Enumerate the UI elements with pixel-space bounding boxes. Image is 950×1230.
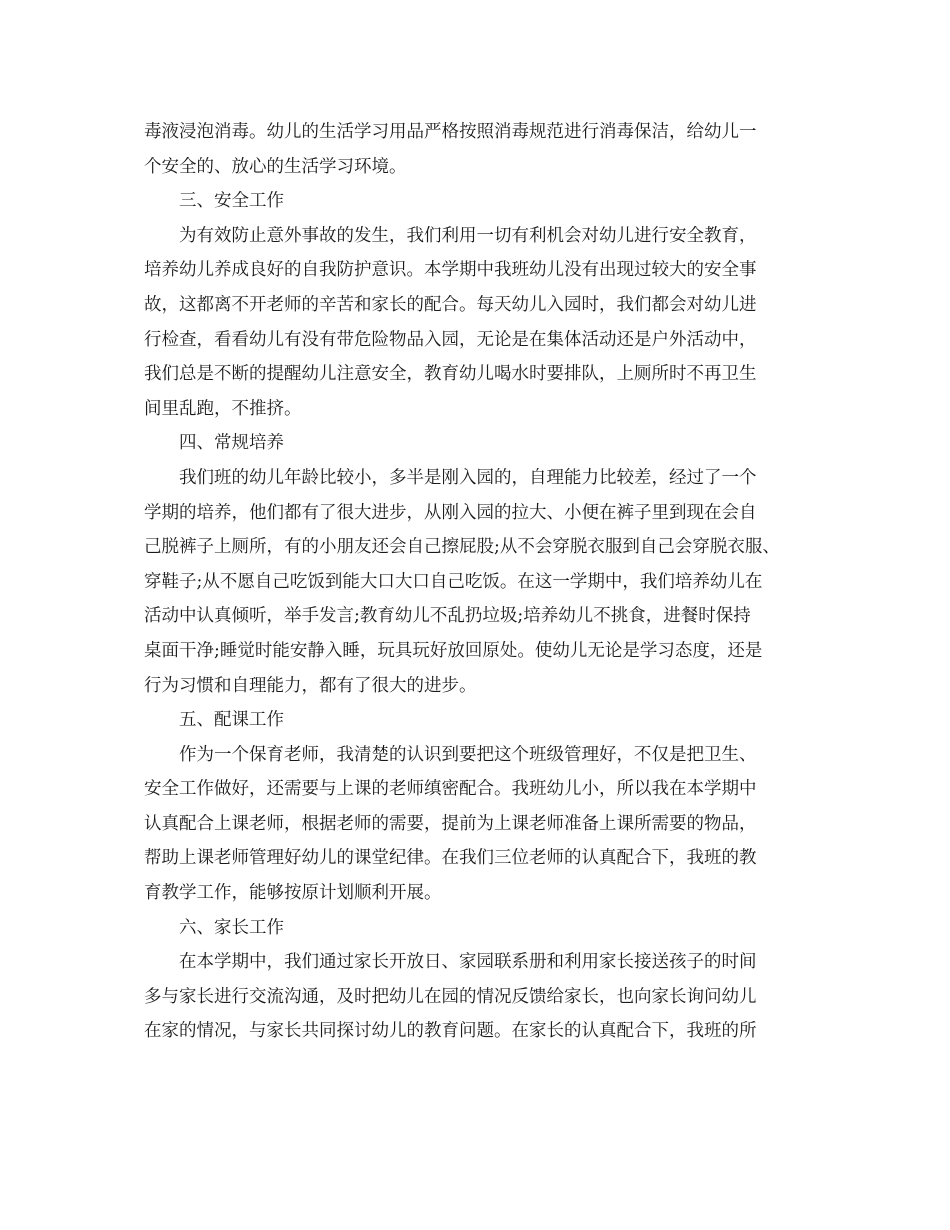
text-line: 帮助上课老师管理好幼儿的课堂纪律。在我们三位老师的认真配合下，我班的教: [144, 848, 757, 869]
text-line: 培养幼儿养成良好的自我防护意识。本学期中我班幼儿没有出现过较大的安全事: [144, 260, 757, 281]
text-line: 己脱裤子上厕所，有的小朋友还会自己擦屁股;从不会穿脱衣服到自己会穿脱衣服、: [144, 537, 780, 558]
text-line: 六、家长工作: [179, 917, 284, 938]
text-line: 我们班的幼儿年龄比较小，多半是刚入园的，自理能力比较差，经过了一个: [179, 467, 757, 488]
text-line: 故，这都离不开老师的辛苦和家长的配合。每天幼儿入园时，我们都会对幼儿进: [144, 294, 757, 315]
text-line: 桌面干净;睡觉时能安静入睡，玩具玩好放回原处。使幼儿无论是学习态度，还是: [144, 640, 763, 661]
text-line: 三、安全工作: [179, 191, 284, 212]
text-line: 毒液浸泡消毒。幼儿的生活学习用品严格按照消毒规范进行消毒保洁，给幼儿一: [144, 122, 757, 142]
text-line: 间里乱跑，不推挤。: [144, 398, 302, 419]
text-line: 育教学工作，能够按原计划顺利开展。: [144, 883, 442, 904]
text-line: 作为一个保育老师，我清楚的认识到要把这个班级管理好，不仅是把卫生、: [179, 744, 757, 765]
text-line: 多与家长进行交流沟通，及时把幼儿在园的情况反馈给家长，也向家长询问幼儿: [144, 986, 757, 1007]
text-line: 为有效防止意外事故的发生，我们利用一切有利机会对幼儿进行安全教育，: [179, 225, 757, 246]
text-line: 在家的情况，与家长共同探讨幼儿的教育问题。在家长的认真配合下，我班的所: [144, 1021, 757, 1042]
text-line: 五、配课工作: [179, 710, 284, 731]
text-line: 穿鞋子;从不愿自己吃饭到能大口大口自己吃饭。在这一学期中，我们培养幼儿在: [144, 571, 763, 592]
text-line: 安全工作做好，还需要与上课的老师缜密配合。我班幼儿小，所以我在本学期中: [144, 779, 757, 800]
text-line: 活动中认真倾听，举手发言;教育幼儿不乱扔垃圾;培养幼儿不挑食，进餐时保持: [144, 606, 751, 627]
document-body: [144, 115, 824, 1049]
text-line: 行检查，看看幼儿有没有带危险物品入园，无论是在集体活动还是户外活动中，: [144, 329, 757, 350]
text-line: 认真配合上课老师，根据老师的需要，提前为上课老师准备上课所需要的物品，: [144, 813, 757, 834]
text-line: 学期的培养，他们都有了很大进步，从刚入园的拉大、小便在裤子里到现在会自: [144, 502, 757, 523]
text-line: 四、常规培养: [179, 433, 284, 454]
text-line: 行为习惯和自理能力，都有了很大的进步。: [144, 675, 477, 696]
text-line: 我们总是不断的提醒幼儿注意安全，教育幼儿喝水时要排队，上厕所时不再卫生: [144, 364, 757, 385]
text-line: 个安全的、放心的生活学习环境。: [144, 156, 407, 177]
text-line: 在本学期中，我们通过家长开放日、家园联系册和利用家长接送孩子的时间: [179, 952, 757, 973]
